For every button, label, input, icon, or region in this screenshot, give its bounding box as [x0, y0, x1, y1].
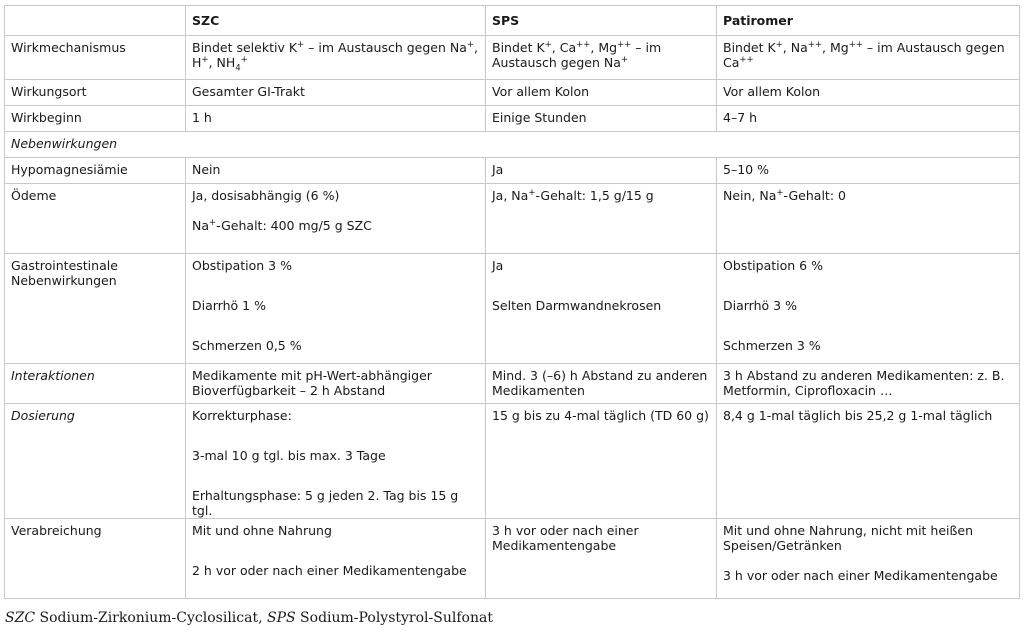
superscript: +: [297, 39, 305, 50]
cell-text: – im Austausch gegen Ca: [723, 40, 1005, 70]
cell-text: Ja, dosisabhängig (6 %): [192, 188, 340, 203]
cell-patiromer: 8,4 g 1-mal täglich bis 25,2 g 1-mal täglich: [717, 404, 1020, 519]
superscript: ++: [576, 39, 591, 50]
superscript: +: [209, 217, 217, 228]
cell-text: – im Austausch gegen Na: [492, 40, 662, 70]
cell-sps: 3 h vor oder nach einer Medikamentengabe: [486, 519, 717, 599]
cell-text-line: [192, 218, 479, 233]
footnote-text: Sodium-Zirkonium-Cyclosilicat,: [35, 610, 267, 626]
cell-patiromer: [717, 519, 1020, 599]
cell-szc: [186, 184, 486, 254]
cell-patiromer: [717, 184, 1020, 254]
cell-text: Erhaltungsphase: 5 g jeden 2. Tag bis 15 g tgl.: [192, 488, 459, 518]
superscript: +: [240, 54, 248, 65]
superscript: +: [776, 187, 784, 198]
cell-text: H: [192, 55, 202, 70]
header-sps: SPS: [486, 6, 717, 36]
cell-szc: Medikamente mit pH-Wert-abhängiger Bioverfügbarkeit – 2 h Abstand: [186, 364, 486, 404]
cell-patiromer: Vor allem Kolon: [717, 80, 1020, 106]
header-szc: SZC: [186, 6, 486, 36]
cell-text: Mit und ohne Nahrung: [192, 523, 332, 538]
row-verabreichung: [5, 519, 1020, 599]
superscript: ++: [739, 54, 754, 65]
cell-text: 3-mal 10 g tgl. bis max. 3 Tage: [192, 448, 386, 463]
footnote-abbr-szc: SZC: [5, 610, 36, 626]
row-nebenwirkungen: [5, 132, 1020, 158]
superscript: ++: [617, 39, 632, 50]
cell-text: 2 h vor oder nach einer Medikamentengabe: [192, 563, 467, 578]
row-label: Wirkungsort: [5, 80, 186, 106]
cell-text: Nein, Na: [723, 188, 777, 203]
row-label: Wirkmechanismus: [5, 36, 186, 80]
footnote-abbr-sps: SPS: [267, 610, 296, 626]
cell-patiromer: [717, 254, 1020, 364]
cell-text: -Gehalt: 400 mg/5 g SZC: [216, 218, 372, 233]
row-odeme: [5, 184, 1020, 254]
cell-szc: [186, 36, 486, 80]
subscript: 4: [235, 63, 241, 74]
superscript: ++: [807, 39, 823, 50]
section-heading-nebenwirkungen: Nebenwirkungen: [5, 132, 1020, 158]
cell-text: -Gehalt: 1,5 g/15 g: [535, 188, 654, 203]
superscript: +: [775, 39, 783, 50]
superscript: ++: [848, 39, 863, 50]
cell-szc: [186, 254, 486, 364]
cell-text: Diarrhö 1 %: [192, 298, 266, 313]
row-label: Interaktionen: [5, 364, 186, 404]
cell-patiromer: 3 h Abstand zu anderen Medikamenten: z. B. Metformin, Ciprofloxacin …: [717, 364, 1020, 404]
cell-text: 3 h vor oder nach einer Medikamentengabe: [723, 568, 998, 583]
cell-patiromer: 5–10 %: [717, 158, 1020, 184]
cell-text: Korrekturphase:: [192, 408, 292, 423]
cell-sps: Ja: [486, 158, 717, 184]
superscript: +: [620, 54, 629, 65]
row-interaktionen: [5, 364, 1020, 404]
row-wirkbeginn: [5, 106, 1020, 132]
row-wirkmechanismus: [5, 36, 1020, 80]
row-label: Wirkbeginn: [5, 106, 186, 132]
row-hypomagnesiamie: [5, 158, 1020, 184]
row-gastrointestinal: [5, 254, 1020, 364]
cell-text: Bindet K: [492, 40, 545, 55]
cell-text: , Ca: [551, 40, 577, 55]
table-footnote: [5, 610, 493, 626]
cell-sps: [486, 36, 717, 80]
row-label: Ödeme: [5, 184, 186, 254]
row-label: Verabreichung: [5, 519, 186, 599]
cell-szc: Gesamter GI-Trakt: [186, 80, 486, 106]
cell-text: Na: [192, 218, 210, 233]
table-header-row: [5, 6, 1020, 36]
row-label: Gastrointestinale Nebenwirkungen: [5, 254, 186, 364]
cell-text: Obstipation 6 %: [723, 258, 823, 273]
cell-text: Ja: [492, 258, 504, 273]
cell-szc: 1 h: [186, 106, 486, 132]
comparison-table-container: [4, 5, 1019, 599]
cell-patiromer: 4–7 h: [717, 106, 1020, 132]
row-dosierung: [5, 404, 1020, 519]
cell-szc: [186, 519, 486, 599]
cell-text: – im Austausch gegen Na: [304, 40, 467, 55]
cell-text: -Gehalt: 0: [783, 188, 846, 203]
cell-text: Bindet K: [723, 40, 776, 55]
cell-text: , NH: [208, 55, 236, 70]
superscript: +: [466, 39, 475, 50]
cell-text: Bindet selektiv K: [192, 40, 298, 55]
cell-sps: [486, 254, 717, 364]
cell-sps: Einige Stunden: [486, 106, 717, 132]
cell-text: , Mg: [590, 40, 618, 55]
cell-szc: [186, 404, 486, 519]
footnote-text: Sodium-Polystyrol-Sulfonat: [295, 610, 493, 626]
row-label: Hypomagnesiämie: [5, 158, 186, 184]
cell-text: Obstipation 3 %: [192, 258, 292, 273]
cell-text: Ja, Na: [492, 188, 529, 203]
cell-text: , Na: [782, 40, 808, 55]
header-patiromer: Patiromer: [717, 6, 1020, 36]
potassium-binder-comparison-table: [4, 5, 1020, 599]
cell-text: Schmerzen 0,5 %: [192, 338, 302, 353]
superscript: +: [528, 187, 536, 198]
cell-text: Schmerzen 3 %: [723, 338, 821, 353]
cell-sps: [486, 184, 717, 254]
superscript: +: [544, 39, 552, 50]
cell-text: , Mg: [822, 40, 849, 55]
cell-sps: Mind. 3 (–6) h Abstand zu anderen Medikamenten: [486, 364, 717, 404]
cell-patiromer: [717, 36, 1020, 80]
cell-text: Selten Darmwandnekrosen: [492, 298, 662, 313]
row-wirkungsort: [5, 80, 1020, 106]
cell-text: ,: [474, 40, 478, 55]
cell-text: Diarrhö 3 %: [723, 298, 797, 313]
cell-sps: 15 g bis zu 4-mal täglich (TD 60 g): [486, 404, 717, 519]
row-label: Dosierung: [5, 404, 186, 519]
header-empty-cell: [5, 6, 186, 36]
cell-szc: Nein: [186, 158, 486, 184]
cell-sps: Vor allem Kolon: [486, 80, 717, 106]
cell-text: Mit und ohne Nahrung, nicht mit heißen Speisen/Getränken: [723, 523, 973, 553]
superscript: +: [201, 54, 209, 65]
